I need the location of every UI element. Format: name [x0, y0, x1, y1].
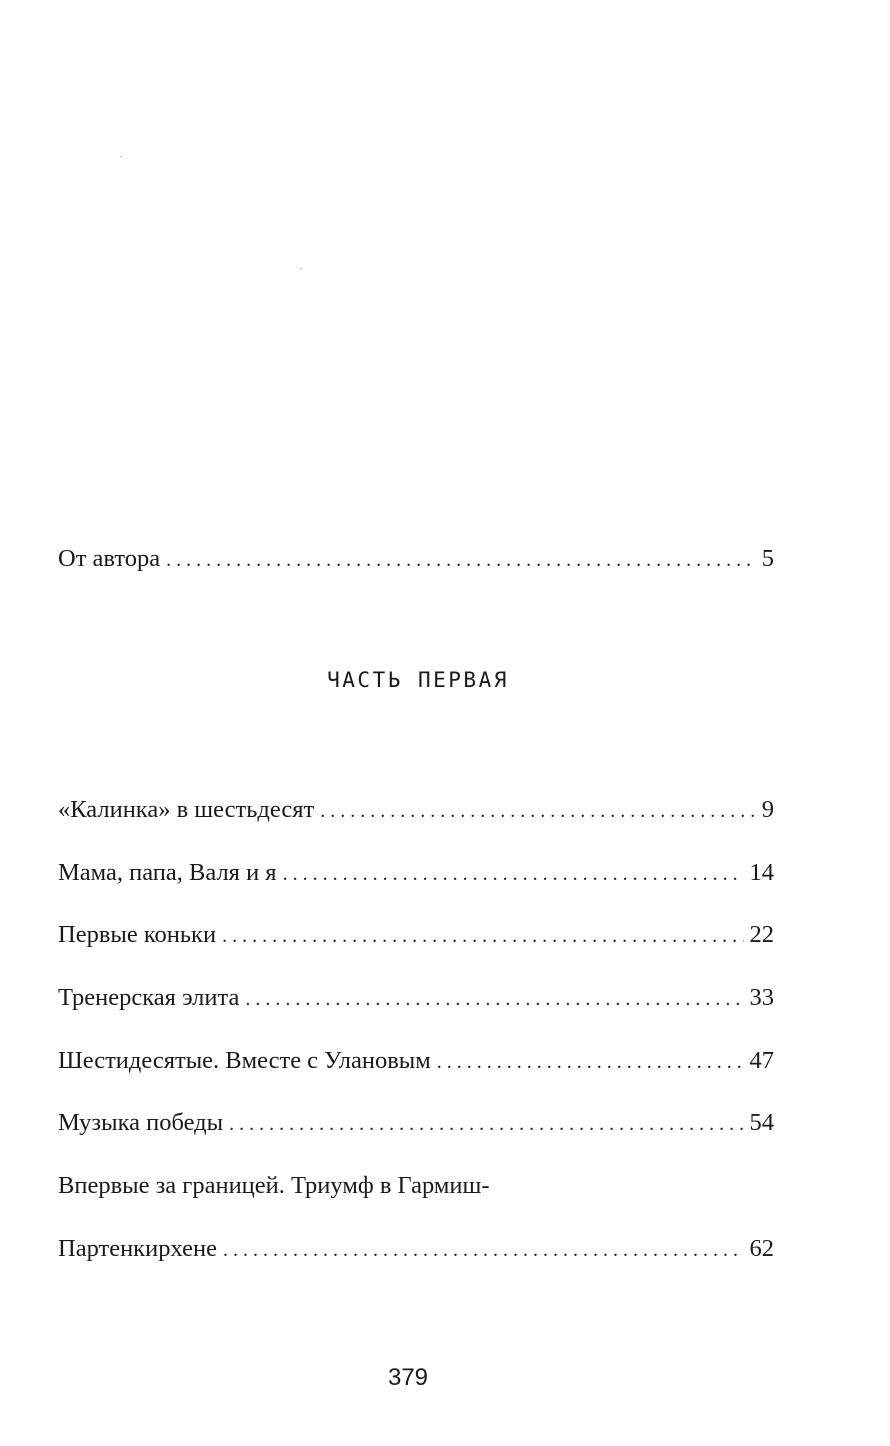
dot-leader: [320, 795, 756, 827]
dot-leader: [245, 983, 743, 1015]
toc-entry: [58, 857, 774, 889]
toc-entry-page: 47: [749, 1047, 774, 1074]
toc-entry-title: Впервые за границей. Триумф в Гармиш-: [58, 1172, 490, 1199]
toc-entry-intro: [58, 543, 774, 575]
dot-leader: [223, 1234, 744, 1266]
toc-entry-title: Тренерская элита: [58, 984, 240, 1011]
toc-entry-title: Партенкирхене: [58, 1235, 217, 1262]
toc-entry-title: Музыка победы: [58, 1109, 224, 1136]
page-number: 379: [387, 1364, 429, 1391]
toc-entry-title: «Калинка» в шестьдесят: [58, 796, 315, 823]
toc-entry: [58, 1233, 774, 1265]
paper-speck: [120, 156, 122, 157]
toc-entry: [58, 982, 774, 1014]
toc-entry-page: 22: [749, 921, 774, 948]
toc-entry-page: 62: [749, 1235, 774, 1262]
toc-entry: [58, 1107, 774, 1139]
toc-entry-page: 5: [761, 545, 774, 572]
toc-entry-title: Шестидесятые. Вместе с Улановым: [58, 1047, 431, 1074]
toc-entry-wrapped-first-line: [58, 1170, 774, 1202]
toc-entry-title: От автора: [58, 545, 161, 572]
toc-entry: [58, 919, 774, 951]
toc-entry-page: 33: [749, 984, 774, 1011]
toc-entry-page: 54: [749, 1109, 774, 1136]
dot-leader: [283, 858, 744, 890]
dot-leader: [437, 1046, 744, 1078]
toc-entry-title: Мама, папа, Валя и я: [58, 859, 277, 886]
toc-entry-title: Первые коньки: [58, 921, 217, 948]
section-heading: ЧАСТЬ ПЕРВАЯ: [327, 668, 509, 692]
toc-entry-page: 14: [749, 859, 774, 886]
dot-leader: [222, 920, 743, 952]
paper-speck: [300, 268, 302, 269]
toc-entry: [58, 794, 774, 826]
dot-leader: [229, 1108, 743, 1140]
toc-entry: [58, 1045, 774, 1077]
toc-entry-page: 9: [761, 796, 774, 823]
dot-leader: [166, 544, 756, 576]
